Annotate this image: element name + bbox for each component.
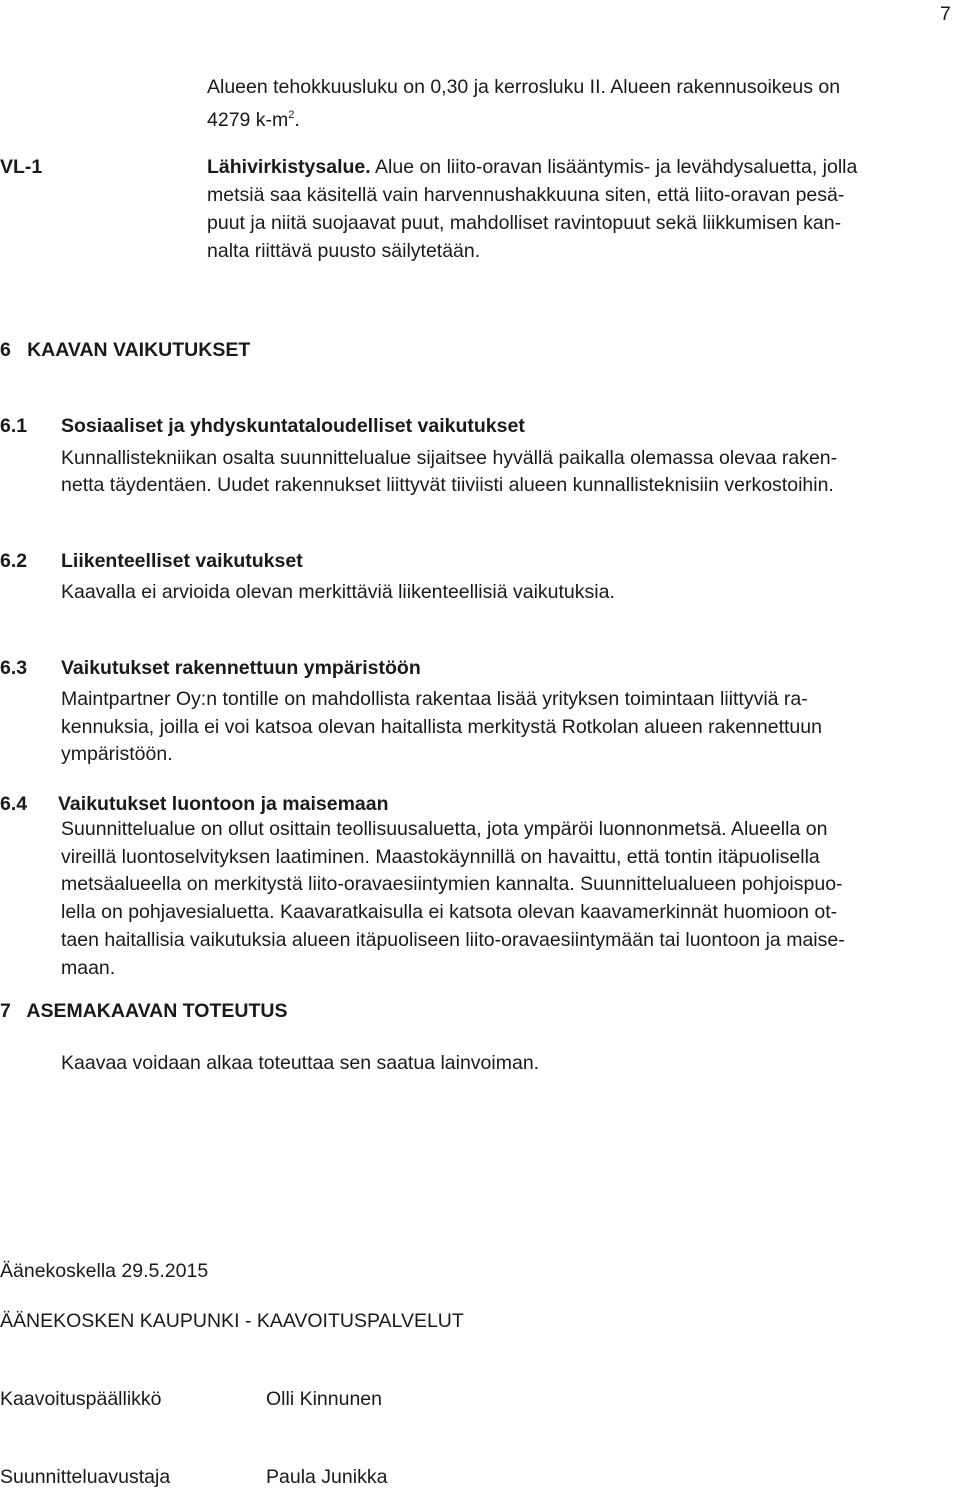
signatory-role-1: Kaavoituspäällikkö [0,1388,162,1410]
building-rights-value: 4279 k-m [207,109,289,131]
section-6-1-line2: netta täydentäen. Uudet rakennukset liittyvät tiiviisti alueen kunnallisteknisiin verkostoihin. [61,474,834,496]
section-6-3-number: 6.3 [0,657,28,679]
section-6-2-title: Liikenteelliset vaikutukset [61,550,303,572]
section-6-1-number: 6.1 [0,415,28,437]
superscript-2: 2 [288,109,295,121]
section-6-4-line4: lella on pohjavesialuetta. Kaavaratkaisulla ei katsota olevan kaavamerkinnät huomioon ot- [61,901,838,923]
vl1-line3: puut ja niitä suojaavat puut, mahdolliset ravintopuut sekä liikkumisen kan- [207,212,842,234]
section-6-3-line1: Maintpartner Oy:n tontille on mahdollista rakentaa lisää yrityksen toimintaan liittyviä ra- [61,688,808,710]
period: . [294,109,300,131]
section-6-3-title: Vaikutukset rakennettuun ympäristöön [61,657,421,679]
section-7-heading: 7 ASEMAKAAVAN TOTEUTUS [0,1000,288,1022]
section-6-2-line1: Kaavalla ei arvioida olevan merkittäviä liikenteellisiä vaikutuksia. [61,581,615,603]
section-6-4-line3: metsäalueella on merkitystä liito-oravaesiintymien kannalta. Suunnittelualueen pohjoispuo- [61,873,843,895]
signatory-name-2: Paula Junikka [266,1466,388,1488]
section-6-4-line2: vireillä luontoselvityksen laatiminen. Maastokäynnillä on havaittu, että tontin itäpuolisella [61,846,820,868]
section-6-2-number: 6.2 [0,550,28,572]
signatory-role-2: Suunnitteluavustaja [0,1466,171,1488]
vl1-title: Lähivirkistysalue. [207,156,371,178]
section-6-4-line5: taen haitallisia vaikutuksia alueen itäpuoliseen liito-oravaesiintymään tai luontoon ja maise- [61,929,845,951]
section-6-heading: 6 KAAVAN VAIKUTUKSET [0,339,251,361]
section-6-3-line2: kennuksia, joilla ei voi katsoa olevan haitallista merkitystä Rotkolan alueen rakennettuun [61,716,822,738]
vl1-line1-rest: Alue on liito-oravan lisääntymis- ja levähdysaluetta, jolla [375,156,858,178]
vl1-line2: metsiä saa käsitellä vain harvennushakkuuna siten, että liito-oravan pesä- [207,184,845,206]
vl1-line1 [207,153,857,182]
place-date: Äänekoskella 29.5.2015 [0,1260,209,1282]
organization: ÄÄNEKOSKEN KAUPUNKI - KAAVOITUSPALVELUT [0,1310,464,1332]
section-7-text: Kaavaa voidaan alkaa toteuttaa sen saatua lainvoiman. [61,1052,540,1074]
section-6-1-title: Sosiaaliset ja yhdyskuntataloudelliset vaikutukset [61,415,525,437]
section-6-4-line6: maan. [61,957,116,979]
section-6-1-line1: Kunnallistekniikan osalta suunnittelualue sijaitsee hyvällä paikalla olemassa olevaa raken- [61,447,838,469]
vl1-line4: nalta riittävä puusto säilytetään. [207,240,481,262]
vl1-code: VL-1 [0,156,43,178]
section-6-4-line1: Suunnittelualue on ollut osittain teollisuusaluetta, jota ympäröi luonnonmetsä. Alueella on [61,818,828,840]
page-number: 7 [940,3,951,25]
section-6-3-line3: ympäristöön. [61,743,173,765]
section-6-4-title: Vaikutukset luontoon ja maisemaan [58,793,389,815]
signatory-name-1: Olli Kinnunen [266,1388,382,1410]
zoning-intro-line1: Alueen tehokkuusluku on 0,30 ja kerrosluku II. Alueen rakennusoikeus on [207,76,841,98]
zoning-intro-line2 [207,101,300,135]
section-6-4-number: 6.4 [0,793,28,815]
